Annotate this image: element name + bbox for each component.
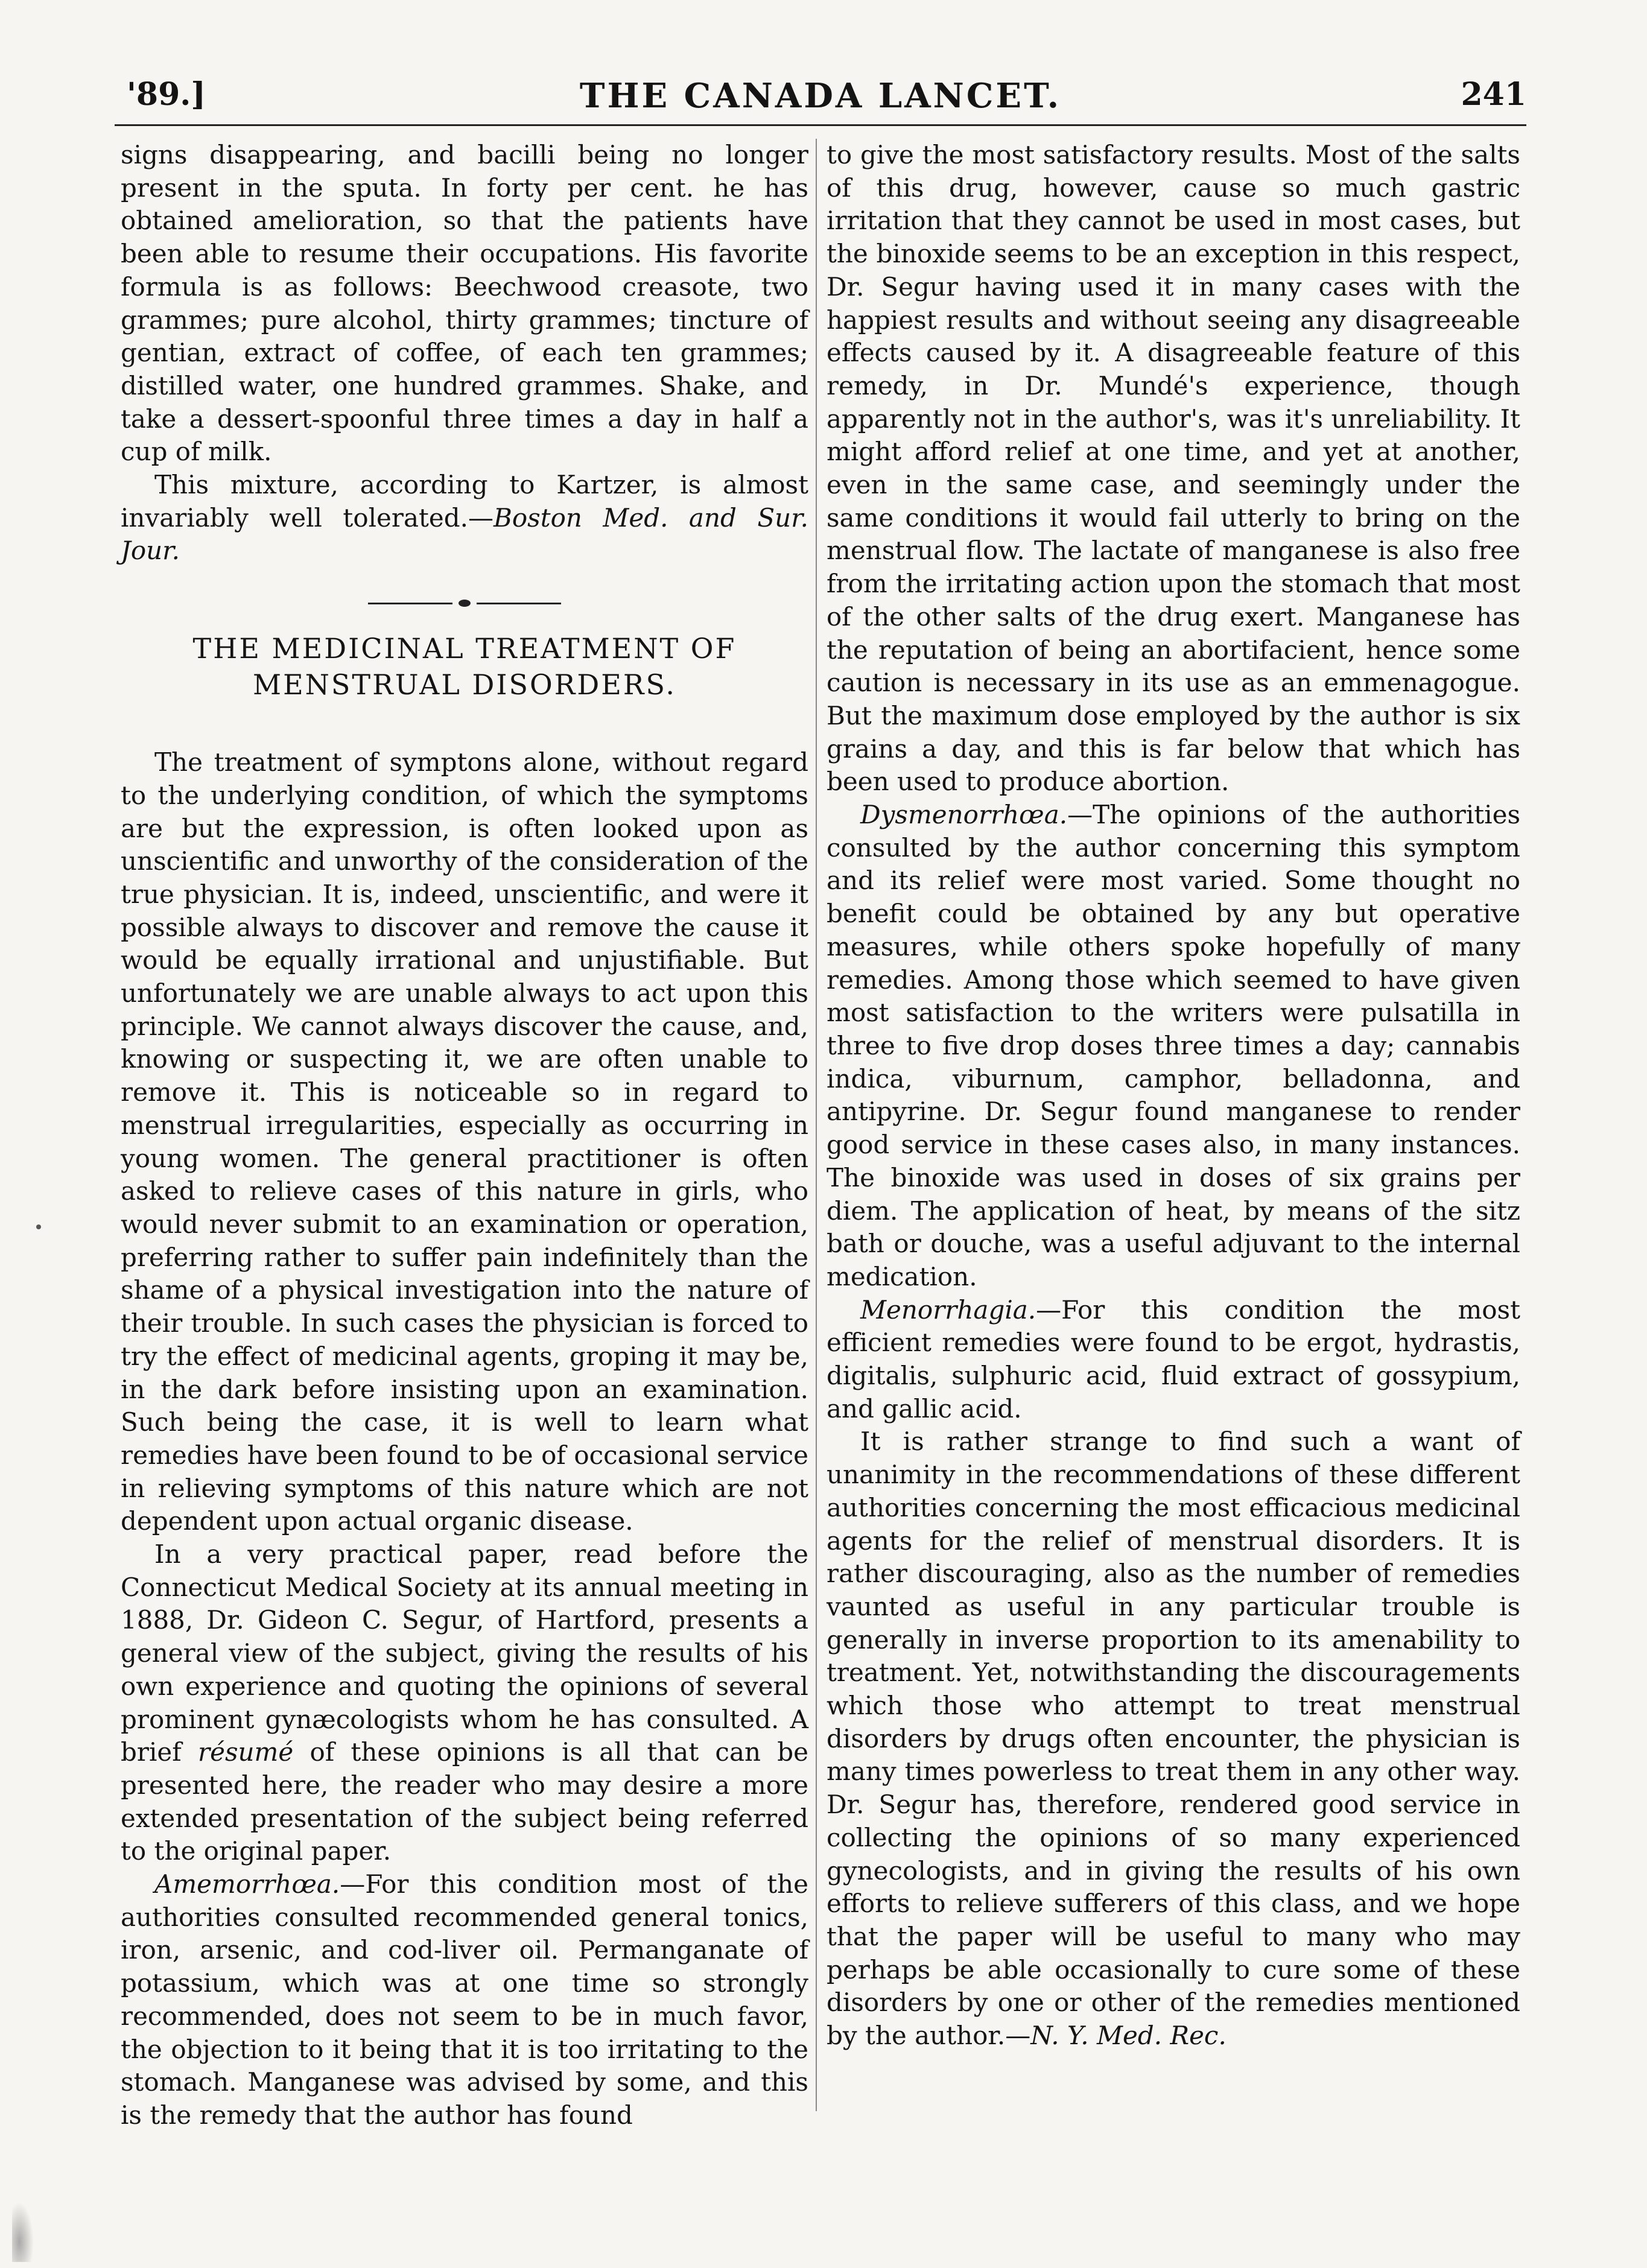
dysmenorrhoea-heading: Dysmenorrhœa. bbox=[860, 800, 1068, 830]
resume-word: résumé bbox=[198, 1737, 294, 1767]
menorrhagia-heading: Menorrhagia. bbox=[860, 1294, 1036, 1325]
amenorrhoea-paragraph bbox=[121, 1868, 808, 2132]
ornament-rule-right bbox=[477, 603, 561, 604]
column-divider bbox=[816, 139, 817, 2111]
intro-paragraph: The treatment of symptons alone, without regard to the underlying condition, of which the symptoms are but the expression, is often looked upon as unscientific and unworthy of the consideration of the true physician. It is, indeed, unscientific, and were it possible always to discover and remove the cause it would be equally irrational and unjustifiable. But unfortunately we are unable always to act upon this principle. We cannot always discover the cause, and, knowing or suspecting it, we are often unable to remove it. This is noticeable so in regard to menstrual irregularities, especially as occurring in young women. The general practitioner is often asked to relieve cases of this nature in girls, who would never submit to an examination or operation, preferring rather to suffer pain indefinitely than the shame of a physical investigation into the nature of their trouble. In such cases the physician is forced to try the effect of medicinal agents, groping it may be, in the dark before insisting upon an examination. Such being the case, it is well to learn what remedies have been found to be of occasional service in relieving symptoms of this nature which are not dependent upon actual organic disease. bbox=[121, 747, 808, 1536]
ornament-rule-left bbox=[368, 603, 452, 604]
manganese-paragraph: to give the most satisfactory results. Most of the salts of this drug, however, cause so much gastric irritation that they cannot be used in most cases, but the binoxide seems to be an exception in this respect, Dr. Segur having used it in many cases with the happiest results and without seeing any disagreeable effects caused by it. A disagreeable feature of this remedy, in Dr. Mundé's experience, though apparently not in the author's, was it's unreliability. It might afford relief at one time, and yet at another, even in the same case, and seemingly under the same conditions it would fail utterly to bring on the menstrual flow. The lactate of manganese is also free from the irritating action upon the stomach that most of the other salts of the drug exert. Manganese has the reputation of being an abortifacient, hence some caution is necessary in its use as an emmenagogue. But the maximum dose employed by the author is six grains a day, and this is far below that which has been used to produce abortion. bbox=[827, 140, 1520, 797]
dysmenorrhoea-text: —The opinions of the authorities consulted by the author concerning this symptom and its relief were most varied. Some thought no benefit could be obtained by any but operative measures, while others spoke hopefully of many remedies. Among those which seemed to have given most satisfaction to the writers were pulsatilla in three to five drop doses three times a day; cannabis indica, viburnum, camphor, belladonna, and antipyrine. Dr. Segur found manganese to render good service in these cases also, in many instances. The binoxide was used in doses of six grains per diem. The application of heat, by means of the sitz bath or douche, was a useful adjuvant to the internal medication. bbox=[827, 800, 1520, 1291]
segur-paragraph bbox=[121, 1538, 808, 1868]
continued-paragraph: signs disappearing, and bacilli being no longer present in the sputa. In forty per cent. he has obtained amelioration, so that the patients have been able to resume their occupations. His favorite formula is as follows: Beechwood creasote, two grammes; pure alcohol, thirty grammes; tincture of gentian, extract of coffee, of each ten grammes; distilled water, one hundred grammes. Shake, and take a dessert-spoonful three times a day in half a cup of milk. bbox=[121, 140, 808, 467]
header-year: '89.] bbox=[127, 76, 206, 113]
scan-blemish bbox=[12, 2196, 36, 2262]
menorrhagia-text: —For this condition the most efficient remedies were found to be ergot, hydrastis, digitalis, sulphuric acid, fluid extract of gossypium, and gallic acid. bbox=[827, 1294, 1520, 1424]
conclusion-paragraph bbox=[827, 1425, 1520, 2052]
scan-mark bbox=[36, 1224, 41, 1229]
amenorrhoea-text: —For this condition most of the authorities consulted recommended general tonics, iron, arsenic, and cod-liver oil. Permanganate of potassium, which was at one time so strongly recommended, does not seem to be in much favor, the objection to it being that it is too irritating to the stomach. Manganese was advised by some, and this is the remedy that the author has found bbox=[121, 1869, 808, 2130]
amenorrhoea-heading: Amemorrhœa. bbox=[154, 1869, 340, 1899]
header-rule bbox=[115, 124, 1526, 126]
page-number: 241 bbox=[1461, 76, 1526, 113]
ornament-dot bbox=[459, 600, 471, 607]
segur-text-a: In a very practical paper, read before the Connecticut Medical Society at its annual meeting in 1888, Dr. Gideon C. Segur, of Hartford, presents a general view of the subject, giving the results of his own experience and quoting the opinions of several prominent gynæcologists whom he has consulted. A brief bbox=[121, 1539, 808, 1767]
mixture-text: This mixture, according to Kartzer, is almost invariably well tolerated.— bbox=[121, 470, 808, 533]
citation-ny-med-rec: N. Y. Med. Rec. bbox=[1030, 2021, 1227, 2051]
conclusion-text: It is rather strange to find such a want of unanimity in the recommendations of these different authorities concerning the most efficacious medicinal agents for the relief of menstrual disorders. It is rather discouraging, also as the number of remedies vaunted as useful in any particular trouble is generally in inverse proportion to its amenability to treatment. Yet, notwithstanding the discouragements which those who attempt to treat menstrual disorders by drugs often encounter, the physician is many times powerless to treat them in any other way. Dr. Segur has, therefore, rendered good service in collecting the opinions of so many experienced gynecologists, and in giving the results of his own efforts to relieve sufferers of this class, and we hope that the paper will be useful to many who may perhaps be able occasionally to cure some of these disorders by one or other of the remedies mentioned by the author.— bbox=[827, 1427, 1520, 2051]
menorrhagia-paragraph bbox=[827, 1294, 1520, 1426]
article-title: THE MEDICINAL TREATMENT OF MENSTRUAL DISORDERS. bbox=[192, 632, 737, 702]
running-header bbox=[115, 71, 1526, 125]
citation-boston: Boston Med. and Sur. Jour. bbox=[121, 502, 808, 566]
left-column bbox=[121, 139, 808, 2132]
dysmenorrhoea-paragraph bbox=[827, 799, 1520, 1294]
right-column bbox=[827, 139, 1520, 2053]
segur-text-b: of these opinions is all that can be presented here, the reader who may desire a more extended presentation of the subject being referred to the original paper. bbox=[121, 1737, 808, 1866]
journal-title: THE CANADA LANCET. bbox=[579, 76, 1062, 116]
mixture-paragraph bbox=[121, 469, 808, 568]
section-ornament bbox=[121, 592, 808, 612]
